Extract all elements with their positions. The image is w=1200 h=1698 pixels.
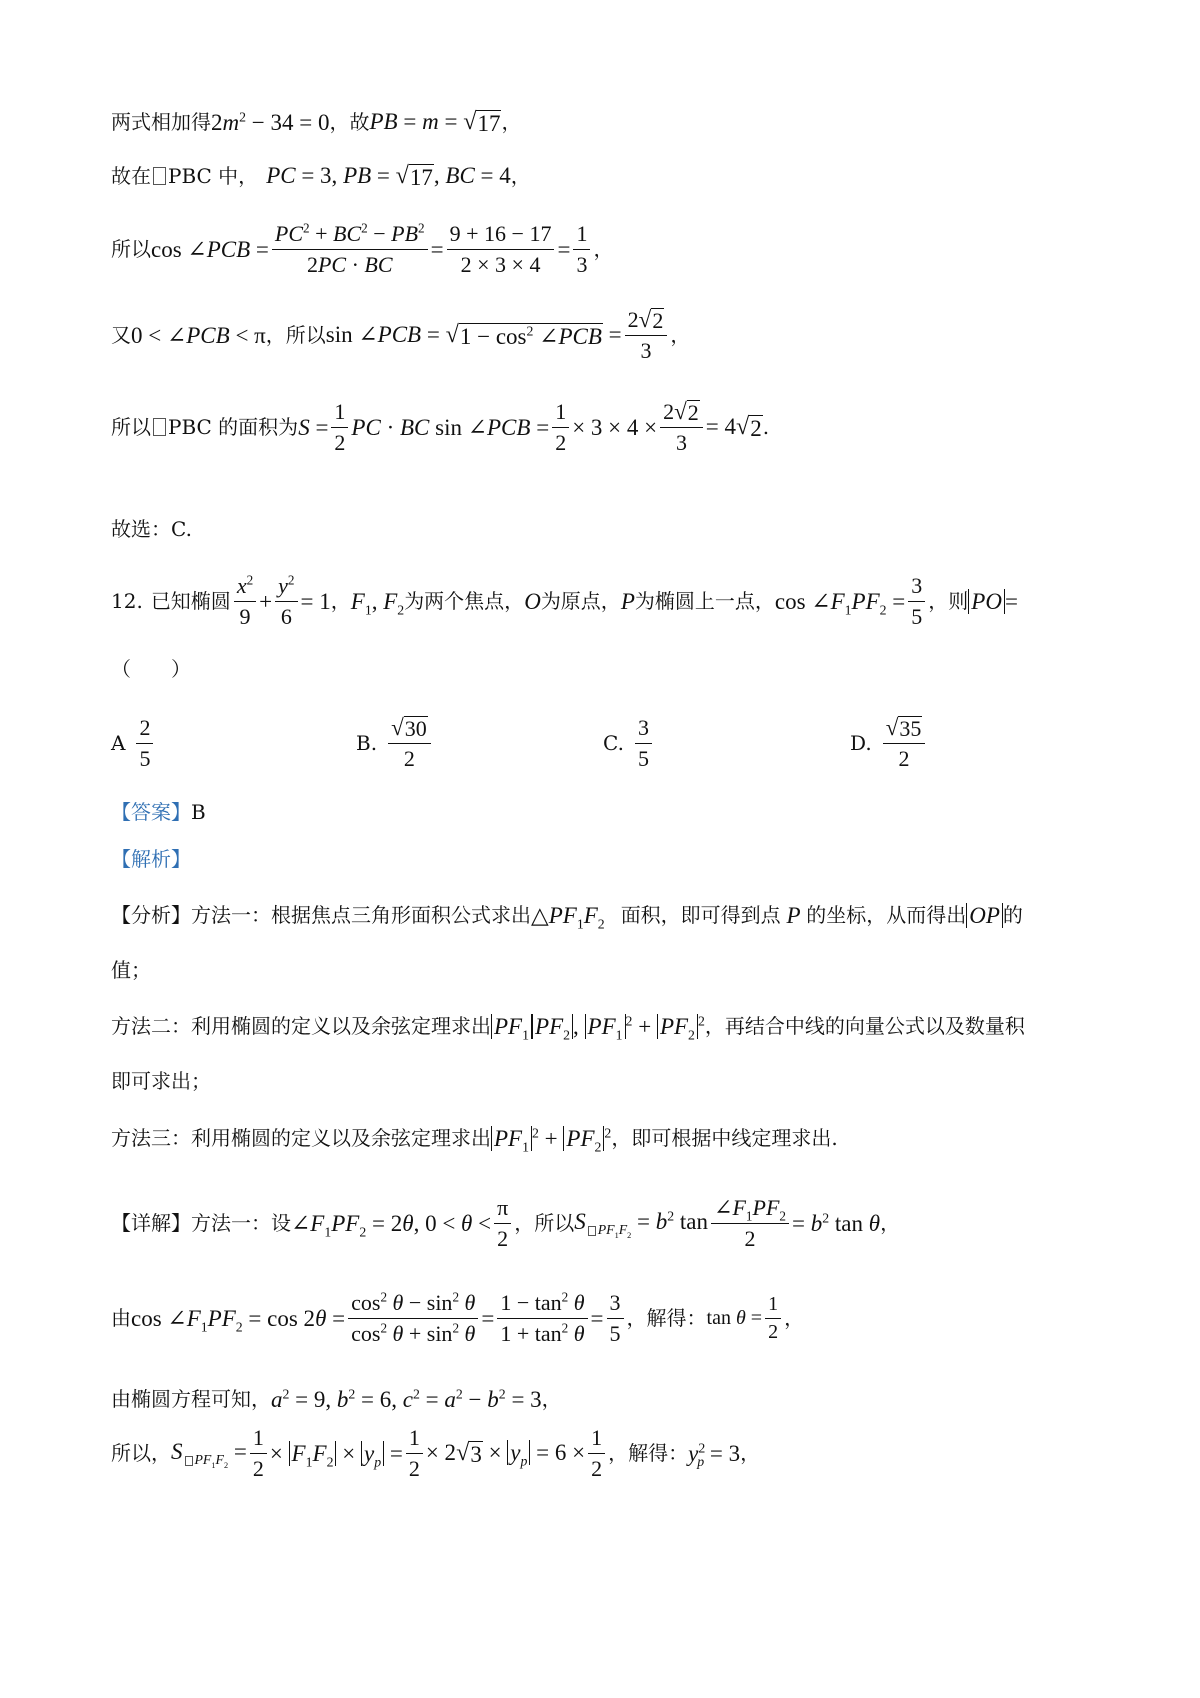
- line-choice: [111, 516, 1101, 542]
- math-foci: $F_1$, $F_2$: [350, 588, 405, 618]
- question-paren: [111, 656, 1101, 682]
- line-area: 所以 PBC 的面积为 S = $\frac{1}{2}$ PC · BC sin ∠PCB = $\frac{1}{2}$ × 3 × 4 × 2 √ 2 3 = 4 √ 2 .: [111, 398, 770, 455]
- option-a: [111, 712, 156, 774]
- text: ，再结合中线的向量公式以及数量积: [704, 1014, 1025, 1038]
- text: 为两个焦点，: [404, 589, 525, 613]
- text: ，所以: [514, 1211, 575, 1235]
- text: 故选：C.: [111, 517, 192, 541]
- text: ，解得：: [626, 1306, 707, 1330]
- text: ，: [501, 110, 522, 134]
- text: 为椭圆上一点，: [634, 589, 775, 613]
- text: 方法一：根据焦点三角形面积公式求出: [191, 903, 531, 927]
- text: 值；: [111, 958, 151, 982]
- answer-blank: （ ）: [111, 657, 191, 681]
- xiangjie-line-3: 由椭圆方程可知， $a^2 = 9$, $b^2 = 6$, $c^2 = a^2 - b^2 = 3$ ，: [111, 1385, 562, 1412]
- text: 由椭圆方程可知，: [111, 1387, 271, 1411]
- fenxi-line-2: [111, 957, 1101, 983]
- fraction: $\frac{y^2}{6}$: [275, 573, 297, 629]
- text: 方法三：利用椭圆的定义以及余弦定理求出: [111, 1126, 491, 1150]
- xiangjie-tag: 【详解】: [111, 1211, 191, 1235]
- text: 所以，: [111, 1441, 171, 1465]
- fraction: $\frac{9 + 16 - 17}{2 \times 3 \times 4}$: [447, 221, 555, 277]
- method-3-line: 方法三：利用椭圆的定义以及余弦定理求出 $PF_1^2 + PF_2^2$ ，即可根据中线定理求出.: [111, 1124, 838, 1155]
- text: ，即可根据中线定理求出.: [611, 1126, 838, 1150]
- fraction: $\frac{1 - \tan^2 \theta}{1 + \tan^2 \theta}$: [497, 1290, 587, 1346]
- option-label: C.: [603, 731, 624, 755]
- text: PBC 中，: [168, 164, 259, 188]
- fraction: √ 35 2: [883, 715, 926, 771]
- text: 两式相加得: [111, 110, 211, 134]
- fraction: 2 √ 2 3: [625, 307, 668, 363]
- text: 方法一：设: [191, 1211, 291, 1235]
- fenxi-line-1: 【分析】 方法一：根据焦点三角形面积公式求出 $\triangle PF_1F_2$ 面积，即可得到点 P 的坐标，从而得出 OP 的: [111, 902, 1023, 932]
- fraction: $\frac{\cos^2 \theta - \sin^2 \theta}{\cos^2 \theta + \sin^2 \theta}$: [348, 1290, 478, 1346]
- math-sides: PC = 3, PB = √ 17 , BC = 4: [266, 161, 511, 190]
- text: ，故: [329, 110, 370, 134]
- fraction: $\frac{1}{3}$: [573, 221, 590, 277]
- text: 即可求出；: [111, 1069, 211, 1093]
- fenxi-tag: 【分析】: [111, 903, 191, 927]
- text: ，: [593, 237, 614, 261]
- text: 为原点，: [540, 589, 621, 613]
- fraction: $\frac{1}{2}$: [552, 399, 569, 455]
- math-sin-pcb: sin ∠PCB = √ $1 - \cos^2$ ∠PCB =: [325, 320, 622, 349]
- text: 已知椭圆: [150, 589, 231, 613]
- text: ，: [880, 1211, 901, 1235]
- text: 的坐标，从而得出: [806, 903, 967, 927]
- xiangjie-line-2: 由 $\cos \angle F_1PF_2 = \cos 2\theta$ = $\frac{\cos^2 \theta - \sin^2 \theta}{\cos^2 \theta + \sin^2 \theta}$ = $\frac{1 - \tan^2 \theta}{1 + \tan^2 \theta}$ = $\frac{3}{5}$ ，解得： tan θ = $\frac{1}{2}$ ，: [111, 1289, 805, 1346]
- text: 的: [1002, 903, 1023, 927]
- text: PBC 的面积为: [168, 415, 299, 439]
- xiangjie-line-4: 所以， S $_{PF_1F_2}$ = $\frac{1}{2}$ × $F_1F_2 \times y_p$ = $\frac{1}{2}$ × 2 √ 3 × $y_p = 6$ × $\frac{1}{2}$ ，解得： $y^2_p = 3$ ，: [111, 1425, 761, 1481]
- text: ，: [541, 1387, 562, 1411]
- fraction: $\frac{1}{2}$: [331, 399, 348, 455]
- answer-tag: 【答案】: [111, 800, 191, 824]
- text: 又: [111, 323, 131, 347]
- option-label: A: [111, 731, 126, 755]
- text: ，解得：: [608, 1441, 689, 1465]
- text: 所以: [111, 415, 151, 439]
- line-cos-pcb: 所以 cos ∠PCB = $\frac{PC^2 + BC^2 - PB^2}{2PC \cdot BC}$ = $\frac{9 + 16 - 17}{2 \times 3 \times 4}$ = $\frac{1}{3}$ ，: [111, 220, 614, 277]
- text: ，: [740, 1441, 761, 1465]
- question-12: 12. 已知椭圆 $\frac{x^2}{9}$ + $\frac{y^2}{6}$ = 1 ， $F_1$, $F_2$ 为两个焦点， O 为原点， P 为椭圆上一点， $\cos \angle F_1PF_2$ = $\frac{3}{5}$ ，则 PO =: [111, 572, 1018, 629]
- analysis-tag: 【解析】: [111, 847, 191, 871]
- math-pb-m: PB = m = √ 17: [369, 107, 501, 136]
- answer-line: [111, 799, 1101, 825]
- option-d: [850, 712, 928, 774]
- text: ，: [330, 589, 351, 613]
- text: ，: [670, 323, 691, 347]
- fraction: $\frac{2}{5}$: [136, 715, 153, 771]
- method-2-line-1: 方法二：利用椭圆的定义以及余弦定理求出 $PF_1$ $PF_2$ , $PF_1^2 + PF_2^2$ ，再结合中线的向量公式以及数量积: [111, 1012, 1025, 1043]
- fraction: $\frac{1}{2}$: [588, 1425, 605, 1481]
- math-angle-range: 0 < ∠PCB < π: [131, 322, 266, 348]
- fraction: $\frac{1}{2}$: [406, 1425, 423, 1481]
- fraction: 2 √ 2 3: [660, 399, 703, 455]
- line-sin-pcb: [111, 304, 1101, 366]
- fraction: $\frac{3}{5}$: [908, 573, 925, 629]
- analysis-line: [111, 846, 1101, 872]
- line-triangle-sides: [111, 158, 1101, 194]
- xiangjie-line-1: 【详解】 方法一：设 $\angle F_1PF_2 = 2\theta$, 0 < θ < $\frac{\pi}{2}$ ，所以 S $_{PF_1F_2} = b^2$ tan $\frac{\angle F_1PF_2}{2}$ = $b^2$ tan θ ，: [111, 1195, 901, 1251]
- text: ，: [784, 1306, 805, 1330]
- option-label: B.: [356, 731, 378, 755]
- fraction: √ 30 2: [388, 715, 431, 771]
- fraction: $\frac{x^2}{9}$: [234, 573, 256, 629]
- text: 面积，即可得到点: [620, 903, 781, 927]
- option-b: [356, 712, 434, 774]
- fraction: $\frac{1}{2}$: [765, 1293, 781, 1344]
- fraction: $\frac{\pi}{2}$: [494, 1195, 511, 1251]
- fraction: $\frac{1}{2}$: [250, 1425, 267, 1481]
- option-c: [603, 712, 655, 774]
- text: ，所以: [265, 323, 326, 347]
- text: ，: [510, 164, 531, 188]
- text: 由: [111, 1306, 131, 1330]
- text: .: [762, 415, 770, 439]
- triangle-symbol-placeholder: [153, 167, 166, 185]
- math-2m2-34: $2m^2 - 34 = 0$: [211, 108, 330, 135]
- option-label: D.: [850, 731, 872, 755]
- triangle-symbol-placeholder: [153, 418, 166, 436]
- text: 方法二：利用椭圆的定义以及余弦定理求出: [111, 1014, 491, 1038]
- line-sum-equation: [111, 104, 1101, 140]
- math-area: S =: [298, 414, 329, 440]
- math-cos-pcb: cos ∠PCB =: [151, 236, 269, 262]
- text: 故在: [111, 164, 151, 188]
- text: 所以: [111, 237, 151, 261]
- text: ，则: [928, 589, 969, 613]
- fraction: $\frac{3}{5}$: [635, 715, 652, 771]
- answer-value: B: [191, 800, 206, 824]
- fraction: $\frac{3}{5}$: [607, 1290, 624, 1346]
- fraction: $\frac{\angle F_1PF_2}{2}$: [711, 1195, 789, 1251]
- method-2-line-2: [111, 1068, 1101, 1094]
- question-number: 12.: [111, 589, 143, 613]
- fraction: $\frac{PC^2 + BC^2 - PB^2}{2PC \cdot BC}$: [272, 221, 428, 277]
